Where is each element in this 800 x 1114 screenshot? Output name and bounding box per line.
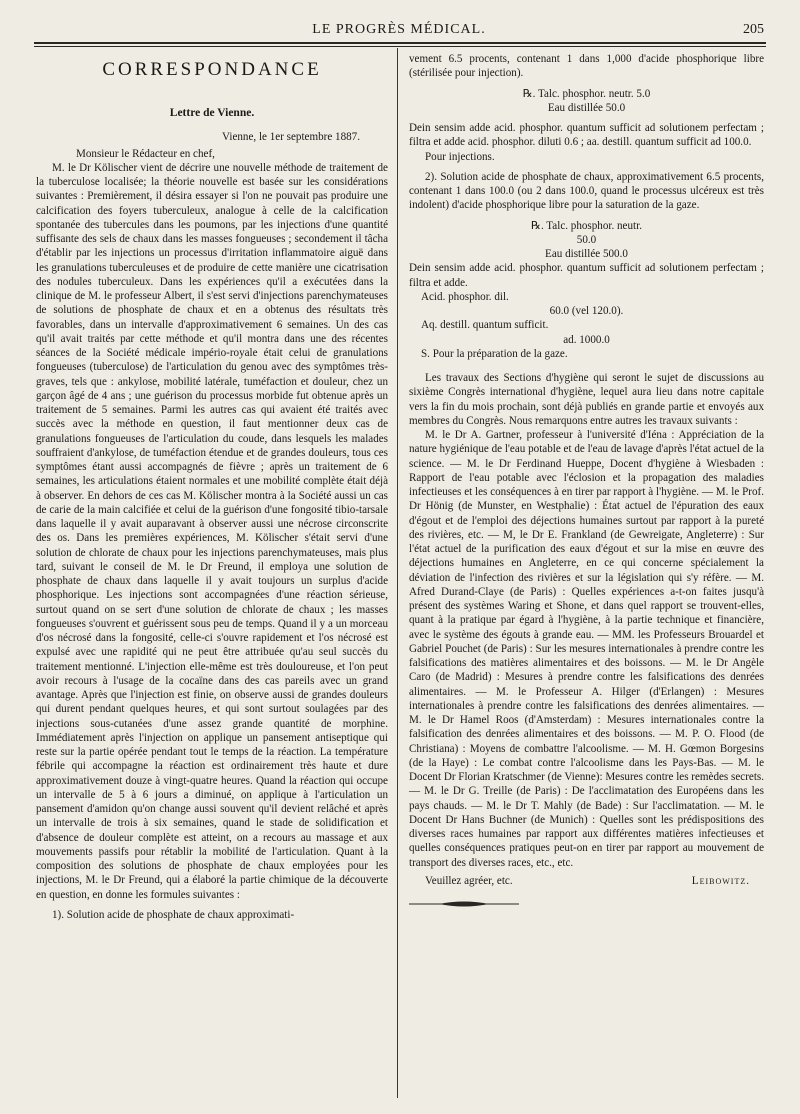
formula-2-aqua: Aq. destill. quantum sufficit. (421, 319, 549, 332)
hygiene-congress-paragraph: Les travaux des Sections d'hygiène qui seront le sujet de discussions au sixième Congrès international d'hygiène, lequel aura lieu dans notre capitale vers la fin du mois prochain, sont déjà publiés en grande partie et envoyés aux membres du Congrès. Nous remarquons entre autres les travaux suivants : (409, 372, 764, 427)
section-title: CORRESPONDANCE (102, 59, 322, 80)
formula-item-1-continued: vement 6.5 procents, contenant 1 dans 1,000 d'acide phosphorique libre (stérilisée pour injection). (409, 53, 764, 80)
formula-1-line-1: ℞. Talc. phosphor. neutr. 5.0 (522, 87, 651, 100)
formula-2-line-2: 50.0 (576, 233, 597, 246)
formula-1-text: Dein sensim adde acid. phosphor. quantum sufficit ad solutionem perfectam ; filtra et adde acid. phosphor. diluti 0.6 ; aa. destill. quantum sufficit ad 100.0. (409, 122, 764, 149)
formula-1-end: Pour injections. (425, 150, 495, 163)
header-rule-thin (34, 46, 766, 47)
end-ornament (409, 900, 519, 908)
formula-item-2: 2). Solution acide de phosphate de chaux, approximativement 6.5 procents, contenant 1 dans 100.0 (ou 2 dans 100.0, quand le processus ulcéreux est très indolent) d'acide phosphorique libre pour la saturation de la gaze. (409, 170, 764, 212)
right-column (409, 52, 764, 912)
journal-title: LE PROGRÈS MÉDICAL. (312, 22, 486, 37)
formula-2-ad: ad. 1000.0 (563, 333, 610, 346)
formula-1-line-2: Eau distillée 50.0 (547, 101, 626, 114)
formula-2-acid-quantity: 60.0 (vel 120.0). (549, 305, 624, 317)
formula-2-text: Dein sensim adde acid. phosphor. quantum sufficit ad solutionem perfectam ; filtra et adde. (409, 262, 764, 289)
signature: Leibowitz. (691, 874, 750, 887)
running-head (34, 22, 764, 42)
formula-2-acid: Acid. phosphor. dil. (421, 290, 509, 303)
letter-body: M. le Dr Kölischer vient de décrire une nouvelle méthode de traitement de la tuberculose localisée; la théorie nouvelle est basée sur les considérations suivantes : Premièrement, il désira essayer si l'on ne pouvait pas produire une calcification des foyers tuberculeux, analogue à celle de la calcification spontanée des tubercules dans les poumons, par les injections d'une quantité suffisante des sels de chaux dans les masses fongueuses ; secondement il tâcha d'établir par les injections un processus d'irritation inflammatoire aiguë dans les granulations tuberculeuses et de produire de cette manière une cicatrisation des nodules tuberculeux. Dans les expériences qu'il a exécutées dans la clinique de M. le professeur Albert, il s'est servi d'injections parenchymateuses de solutions de phosphate de chaux et en a obtenus des résultats très favorables, dans un intervalle d'approximativement 6 semaines. Un des cas qu'il avait traités par cette méthode et qu'il montra dans une des récentes séances de la Société médicale império-royale était celui de granulations fongueuses (tuberculose) de l'articulation du genou avec des symptômes très-graves, tels que : ankylose, mobilité latérale, tuméfaction et douleur, chez un garçon âgé de 4 ans ; une guérison du processus morbide fut obtenue après un traitement de 5 semaines. Parmi les autres cas qui avaient été traités avec succès avec la méthode en question, il faut mentionner deux cas de granulations fongueuses de l'articulation du coude, dans lesquels les malades souffraient d'ankylose, de tuméfaction étendue et de grandes douleurs, tous ces symptômes étant aussi accompagnés de fièvre ; après un traitement de 6 semaines, les articulations étaient normales et une mobilité complète était déjà à observer. En dehors de ces cas M. Kölischer montra à la Société aussi un cas de carie de la main calcifiée et celui de la guérison d'une fongosité tibio-tarsale dans laquelle il y avait auparavant à observer aussi une nécrose circonscrite des os. Dans les premières expériences, M. Kölischer s'était servi d'une solution de chlorate de chaux pour les injections parenchymateuses, mais plus tard, suivant le conseil de M. le Dr Freund, il employa une solution de phosphate de chaux dans laquelle il y avait toujours un surplus d'acide phosphorique. Les injections sont accompagnées d'une réaction sérieuse, surtout quand on se sert d'une solution de chlorate de chaux ; les masses fongueuses s'ouvrent et guérissent sous peu de temps. Quand il y a un morceau d'os nécrosé dans la fongosité, celle-ci s'ouvre rapidement et l'os nécrosé est expulsé avec une rapidité qui ne peut être attribuée qu'au seul succès du traitement mentionné. L'injection elle-même est très douloureuse, et l'on peut avoir recours à l'usage de la cocaïne dans des cas pareils avec un grand avantage. Après que l'injection est finie, on observe aussi de grandes douleurs qui durent pendant quelques heures, et qui sont surtout soulagées par des injections sous-cutanées d'une assez grande quantité de morphine. Immédiatement après l'injection on applique un pansement antiseptique qui reste sur la partie opérée pendant tout le temps de la réaction. La température fébrile qui accompagne la réaction est ordinairement très haute et dure approximativement douze à vingt-quatre heures. Quand la réaction qui occupe un intervalle de 5 à 6 jours a diminué, on applique à l'articulation un pansement d'amidon qu'on change aussi souvent qu'il devient relâché et après un intervalle de trois à six semaines, quand le stade de solidification et d'absence de douleur complète est atteint, on a recours au massage et aux mouvements passifs pour rétablir la mobilité de l'articulation. Quant à la composition des solutions de phosphate de chaux employées pour les injections, M. le Dr Freund, qui a élaboré la partie chimique de la découverte en question, en donne les formules suivantes : (36, 161, 388, 901)
formula-2-line-3: Eau distillée 500.0 (545, 248, 628, 260)
page-number: 205 (743, 22, 764, 37)
formula-2-end: S. Pour la préparation de la gaze. (421, 347, 568, 360)
salutation: Monsieur le Rédacteur en chef, (76, 147, 215, 160)
left-column (36, 56, 388, 922)
header-rule-thick (34, 42, 766, 44)
hygiene-papers-list: M. le Dr A. Gartner, professeur à l'université d'Iéna : Appréciation de la nature hygiénique de l'eau potable et de l'eau de lavage d'après l'état actuel de la science. — M. le Dr Ferdinand Hueppe, Docent d'hygiène à Wiesbaden : Rapport de l'eau potable avec l'éclosion et la propagation des maladies infectieuses et les conséquences à en tirer par rapport à l'hygiène. — M. le Prof. Dr Hönig (de Munster, en Westphalie) : État actuel de l'épuration des eaux d'égout et de l'emploi des déjections humaines surtout par rapport à la pureté des rivières, etc. — M, le Dr E. Frankland (de Gewreigate, Angleterre) : Sur l'état actuel de la purification des eaux d'égout et sur la mise en œuvre des déjections humaines en Angleterre, en ce qui concerne spécialement la déviation de l'infection des rivières et sur la législation qui s'y réfère. — M. Afred Durand-Claye (de Paris) : Quelles expériences a-t-on faites jusqu'à présent des systèmes Waring et Shone, et dans quel rapport se trouvent-elles, quant à la pratique par égard à l'hygiène, à la partie technique et financière, avec le système des égouts à grande eau. — MM. les Professeurs Brouardel et Gabriel Pouchet (de Paris) : Sur les mesures internationales à prendre contre les falsifications des matières alimentaires et des boissons. — M. le Dr Angèle Caro (de Madrid) : Mesures à prendre contre les falsifications des denrées alimentaires. — M. le Professeur A. Hilger (d'Erlangen) : Mesures internationales à prendre contre les falsifications des denrées alimentaires. — M. le Dr Hamel Roos (d'Amsterdam) : Mesures internationales contre la falsification des denrées alimentaires et des boissons. — M. P. O. Flood (de Christiana) : Moyens de combattre l'alcoolisme. — M. H. Gœmon Borgesins (de la Haye) : Le combat contre l'alcoolisme dans les Pays-Bas. — M. le Docent Dr Florian Kratschmer (de Vienne): Mesures contre les remèdes secrets. — M. le Dr G. Treille (de Paris) : De l'acclimatation des Européens dans les pays chauds. — M. le Dr T. Mahly (de Bade) : Sur l'acclimatation. — M. le Docent Dr Hans Buchner (de Munich) : Quelles sont les prédispositions des diverses races humaines par rapport aux différentes matières infectieuses et quelles conséquences pratiques peut-on en tirer par rapport au mouvement de transport des diverses races, etc., etc. (409, 429, 764, 869)
closing-formula: Veuillez agréer, etc. (425, 874, 513, 887)
letter-title: Lettre de Vienne. (169, 107, 255, 119)
formula-item-1-start: 1). Solution acide de phosphate de chaux approximati- (52, 908, 295, 921)
closing-line (409, 874, 764, 888)
formula-2-line-1: ℞. Talc. phosphor. neutr. (531, 219, 642, 232)
dateline: Vienne, le 1er septembre 1887. (222, 131, 360, 144)
column-divider (397, 48, 398, 1098)
